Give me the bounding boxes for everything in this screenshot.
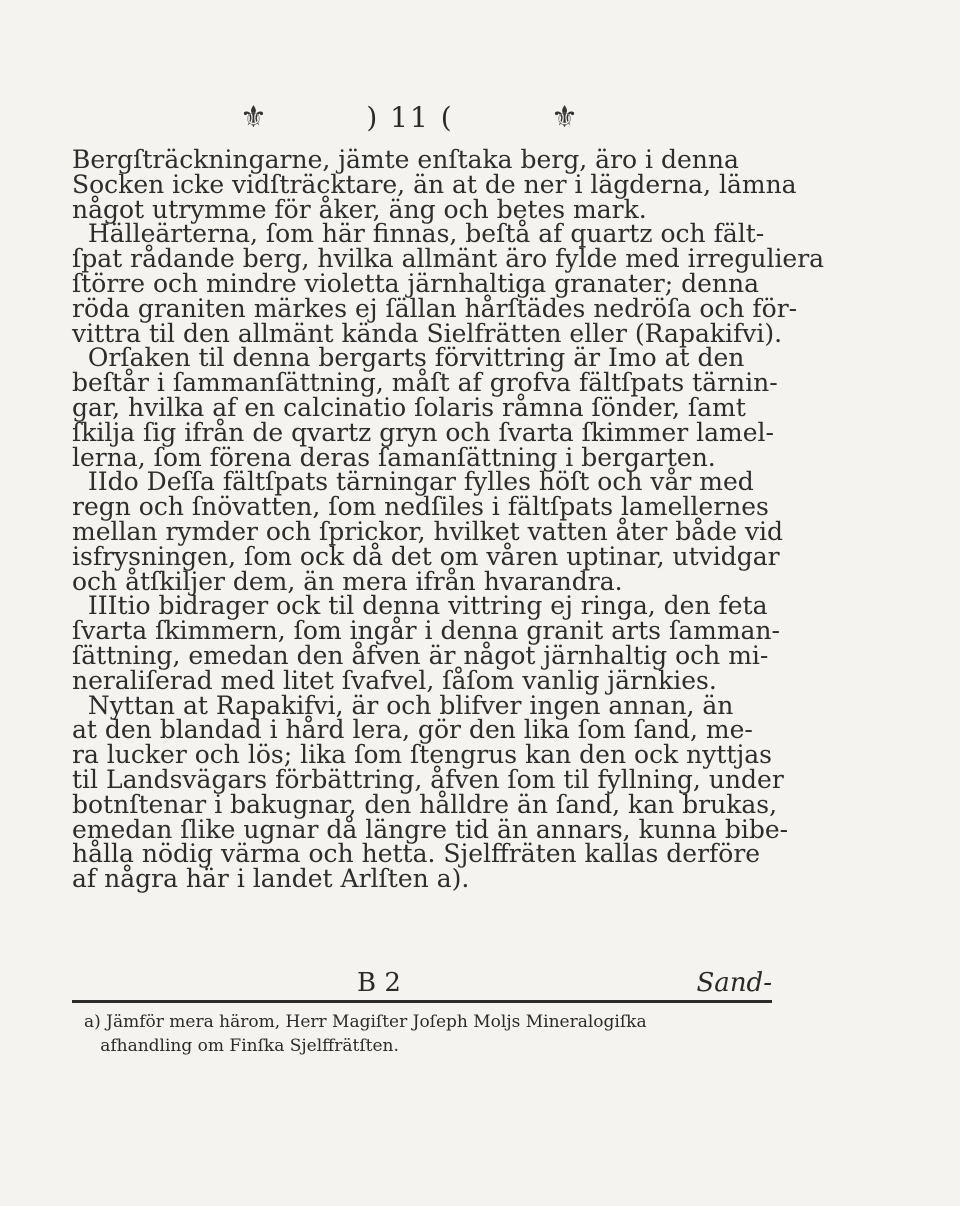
body-line: ſkilja ſig ifrån de qvartz gryn och ſvarta ſkimmer lamel- <box>72 417 774 447</box>
body-line: ra lucker och lös; lika ſom ſtengrus kan den ock nyttjas <box>72 740 772 770</box>
body-line: något utrymme för åker, äng och betes mark. <box>72 194 647 224</box>
body-line: lerna, ſom förena deras ſamanſättning i bergarten. <box>72 442 716 472</box>
catchword: Sand- <box>696 968 772 998</box>
footnote-line: afhandling om Finſka Sjelffrätſten. <box>84 1036 399 1056</box>
body-line: IIItio bidrager ock til denna vittring ej ringa, den feta <box>72 591 768 621</box>
page-header <box>240 100 580 135</box>
body-line: Bergſträckningarne, jämte enſtaka berg, äro i denna <box>72 145 739 174</box>
body-line: botnſtenar i bakugnar, den hålldre än ſand, kan brukas, <box>72 789 778 819</box>
body-line: Socken icke vidſträcktare, än at de ner i lägderna, lämna <box>72 169 797 199</box>
footnotes <box>84 1010 774 1058</box>
body-line: mellan rymder och ſprickor, hvilket vatten åter både vid <box>72 516 784 546</box>
body-line: ſättning, emedan den åfven är något järnhaltig och mi- <box>72 640 769 670</box>
body-line: isfrysningen, ſom ock då det om våren uptinar, utvidgar <box>72 541 780 571</box>
fleur-de-lis-icon: ⚜ <box>551 100 580 135</box>
body-line: gar, hvilka af en calcinatio ſolaris råmna ſönder, ſamt <box>72 392 746 422</box>
body-line: Hälleärterna, ſom här finnas, beſtå af quartz och fält- <box>72 219 765 249</box>
body-line: regn och ſnövatten, ſom nedſiles i fältſpats lamellernes <box>72 492 769 522</box>
body-line: och åtſkiljer dem, än mera ifrån hvarandra. <box>72 566 623 596</box>
footnote-divider <box>72 1000 772 1003</box>
body-text <box>72 145 825 894</box>
fleur-de-lis-icon: ⚜ <box>240 100 269 135</box>
body-line: Orſaken til denna bergarts förvittring är Imo at den <box>72 343 745 373</box>
body-line: neraliſerad med litet ſvafvel, ſåſom vanlig järnkies. <box>72 665 717 695</box>
page-number: ) 11 ( <box>366 101 454 134</box>
body-line: Nyttan at Rapakifvi, är och blifver ingen annan, än <box>72 690 734 720</box>
body-line: vittra til den allmänt kända Sielfrätten eller (Rapakifvi). <box>72 318 783 348</box>
body-line: röda graniten märkes ej ſällan hårſtädes nedröſa och för- <box>72 293 798 323</box>
body-line: ſtörre och mindre violetta järnhaltiga granater; denna <box>72 268 760 298</box>
signature-mark: B 2 <box>357 968 401 998</box>
body-line: beſtår i ſammanſättning, måſt af grofva fältſpats tärnin- <box>72 368 778 398</box>
body-line: at den blandad i hård lera, gör den lika ſom ſand, me- <box>72 715 753 745</box>
footnote-line: a) Jämför mera härom, Herr Magiſter Joſeph Moljs Mineralogiſka <box>84 1012 647 1032</box>
body-line: IIdo Deſſa fältſpats tärningar fylles höſt och vår med <box>72 467 754 497</box>
body-line: ſvarta ſkimmern, ſom ingår i denna granit arts ſamman- <box>72 616 780 646</box>
body-line: af några här i landet Arlſten a). <box>72 864 470 894</box>
body-line: ſpat rådande berg, hvilka allmänt äro fylde med irreguliera <box>72 244 825 274</box>
body-line: til Landsvägars förbättring, åfven ſom til fyllning, under <box>72 764 784 794</box>
body-line: hålla nödig värma och hetta. Sjelffräten kallas derföre <box>72 839 761 869</box>
body-line: emedan ſlike ugnar då längre tid än annars, kunna bibe- <box>72 814 789 844</box>
